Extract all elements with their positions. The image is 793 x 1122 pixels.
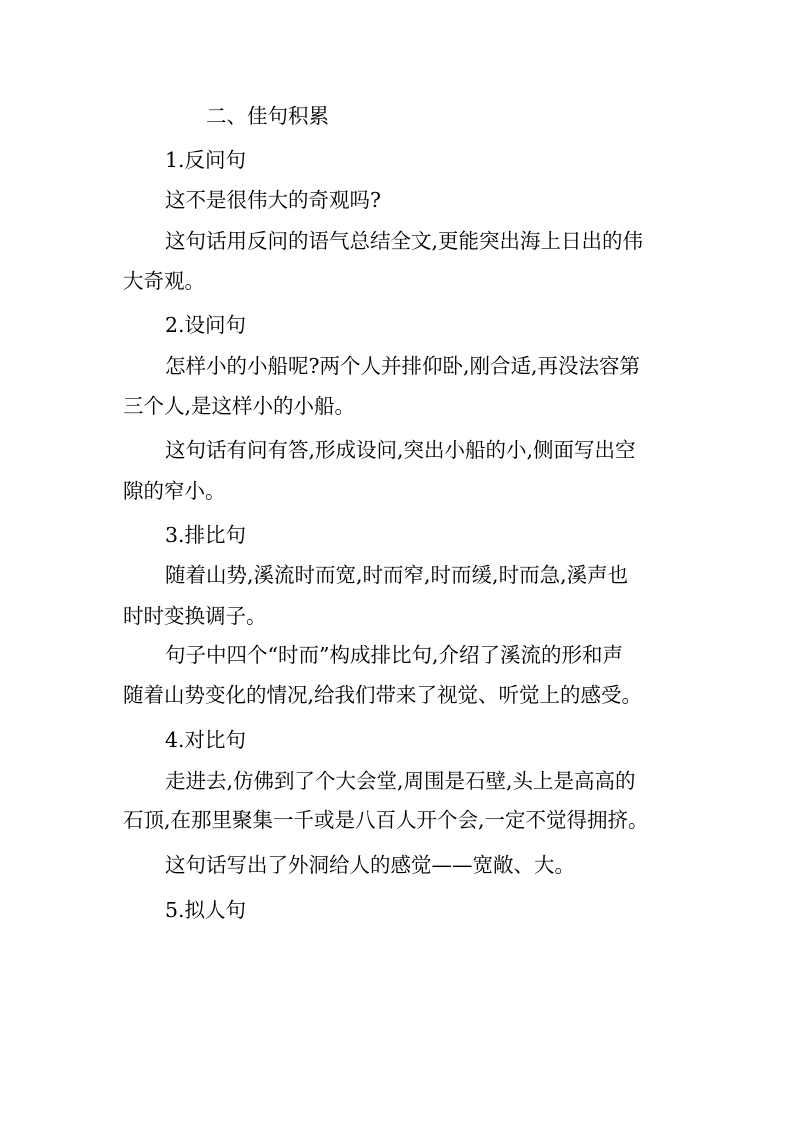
example-sentence: 时时变换调子。 <box>123 604 267 628</box>
explanation-line: 这句话有问有答,形成设问,突出小船的小,侧面写出空 <box>165 438 636 462</box>
subheading-contrast: 4.对比句 <box>165 728 247 752</box>
subheading-parallelism: 3.排比句 <box>165 523 247 547</box>
example-sentence: 随着山势,溪流时而宽,时而窄,时而缓,时而急,溪声也 <box>165 563 629 587</box>
example-sentence: 怎样小的小船呢?两个人并排仰卧,刚合适,再没法容第 <box>165 354 641 378</box>
explanation-line: 随着山势变化的情况,给我们带来了视觉、听觉上的感受。 <box>123 683 643 707</box>
example-sentence: 三个人,是这样小的小船。 <box>123 394 356 418</box>
explanation-line: 这句话写出了外洞给人的感觉——宽敞、大。 <box>165 853 575 877</box>
subheading-self-answered-question: 2.设问句 <box>165 313 247 337</box>
explanation-line: 句子中四个“时而”构成排比句,介绍了溪流的形和声 <box>165 643 623 667</box>
explanation-line: 这句话用反问的语气总结全文,更能突出海上日出的伟 <box>165 229 644 253</box>
explanation-line: 大奇观。 <box>123 269 205 293</box>
subheading-personification: 5.拟人句 <box>165 898 247 922</box>
example-sentence: 石顶,在那里聚集一千或是八百人开个会,一定不觉得拥挤。 <box>123 808 649 832</box>
subheading-rhetorical-question: 1.反问句 <box>165 148 247 172</box>
section-heading: 二、佳句积累 <box>206 104 329 128</box>
example-sentence: 走进去,仿佛到了个大会堂,周围是石壁,头上是高高的 <box>165 769 636 793</box>
example-sentence: 这不是很伟大的奇观吗? <box>165 188 381 212</box>
explanation-line: 隙的窄小。 <box>123 479 226 503</box>
